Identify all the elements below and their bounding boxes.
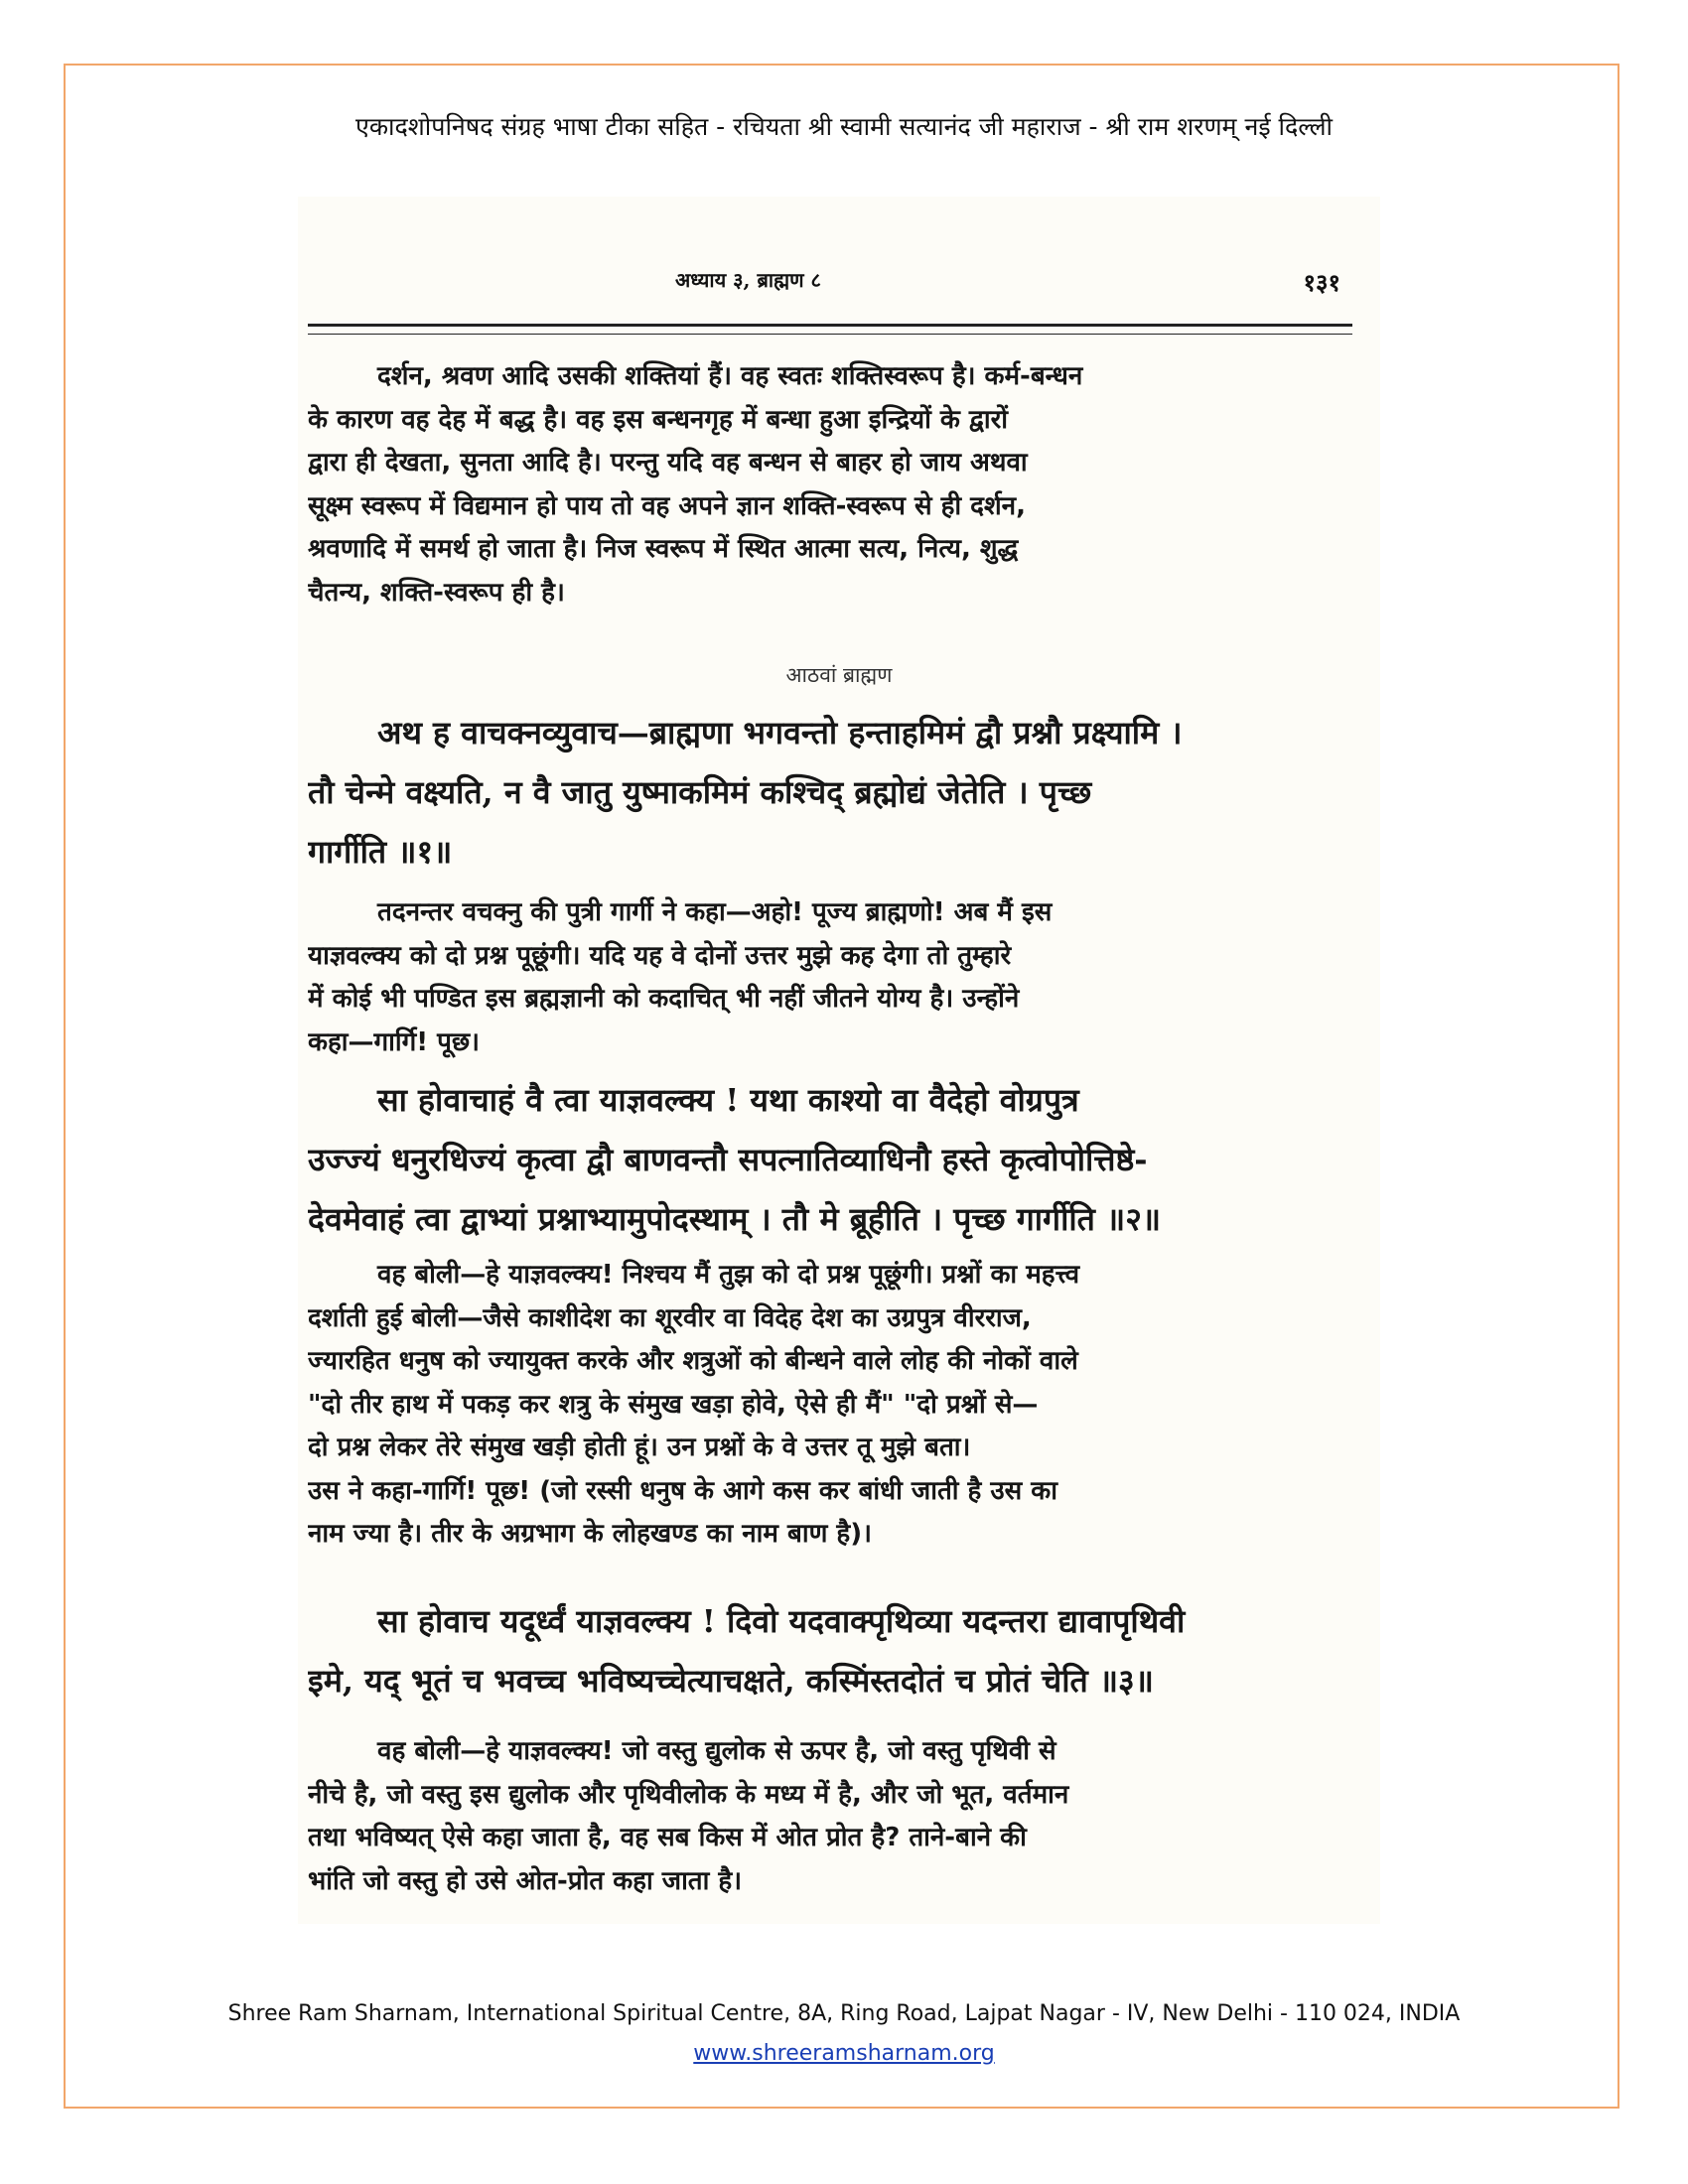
- commentary-1: [308, 891, 1352, 1064]
- mantra-3: [308, 1591, 1352, 1710]
- text-line: सूक्ष्म स्वरूप में विद्यमान हो पाय तो वह अपने ज्ञान शक्ति-स्वरूप से ही दर्शन,: [308, 490, 1026, 521]
- text-line: वह बोली—हे याज्ञवल्क्य! जो वस्तु द्युलोक से ऊपर है, जो वस्तु पृथिवी से: [377, 1736, 1056, 1766]
- page-header-title: एकादशोपनिषद संग्रह भाषा टीका सहित - रचियता श्री स्वामी सत्यानंद जी महाराज - श्री राम शरणम् नई दिल्ली: [355, 112, 1333, 141]
- mantra-line: देवमेवाहं त्वा द्वाभ्यां प्रश्नाभ्यामुपोदस्थाम् । तौ मे ब्रूहीति । पृच्छ गार्गीति ॥२॥: [308, 1200, 1161, 1238]
- paragraph-intro: [308, 355, 1352, 614]
- text-line: याज्ञवल्क्य को दो प्रश्न पूछूंगी। यदि यह वे दोनों उत्तर मुझे कह देगा तो तुम्हारे: [308, 940, 1012, 971]
- mantra-line: इमे, यद् भूतं च भवच्च भविष्यच्चेत्याचक्षते, कस्मिंस्तदोतं च प्रोतं चेति ॥३॥: [308, 1662, 1154, 1700]
- text-line: "दो तीर हाथ में पकड़ कर शत्रु के संमुख खड़ा होवे, ऐसे ही मैं" "दो प्रश्नों से—: [308, 1389, 1039, 1420]
- text-line: श्रवणादि में समर्थ हो जाता है। निज स्वरूप में स्थित आत्मा सत्य, नित्य, शुद्ध: [308, 534, 1019, 564]
- text-line: दर्शाती हुई बोली—जैसे काशीदेश का शूरवीर वा विदेह देश का उग्रपुत्र वीरराज,: [308, 1302, 1032, 1333]
- mantra-line: तौ चेन्मे वक्ष्यति, न वै जातु युष्माकमिमं कश्चिद् ब्रह्मोद्यं जेतेति । पृच्छ: [308, 773, 1092, 811]
- text-line: के कारण वह देह में बद्ध है। वह इस बन्धनगृह में बन्धा हुआ इन्द्रियों के द्वारों: [308, 404, 1008, 435]
- mantra-1: [308, 703, 1352, 882]
- text-line: दर्शन, श्रवण आदि उसकी शक्तियां हैं। वह स्वतः शक्तिस्वरूप है। कर्म-बन्धन: [377, 361, 1083, 391]
- commentary-2: [308, 1254, 1352, 1557]
- text-line: उस ने कहा-गार्गि! पूछ! (जो रस्सी धनुष के आगे कस कर बांधी जाती है उस का: [308, 1475, 1057, 1506]
- mantra-2: [308, 1070, 1352, 1249]
- text-line: वह बोली—हे याज्ञवल्क्य! निश्चय मैं तुझ को दो प्रश्न पूछूंगी। प्रश्नों का महत्त्व: [377, 1260, 1080, 1290]
- page-number: १३१: [1303, 268, 1340, 297]
- commentary-3: [308, 1730, 1352, 1903]
- text-line: ज्यारहित धनुष को ज्यायुक्त करके और शत्रुओं को बीन्धने वाले लोह की नोकों वाले: [308, 1346, 1078, 1376]
- text-line: चैतन्य, शक्ति-स्वरूप ही है।: [308, 577, 565, 608]
- footer-website: [0, 2041, 1688, 2066]
- text-line: में कोई भी पण्डित इस ब्रह्मज्ञानी को कदाचित् भी नहीं जीतने योग्य है। उन्होंने: [308, 984, 1020, 1014]
- header-rule-thick: [308, 324, 1352, 327]
- text-line: तथा भविष्यत् ऐसे कहा जाता है, वह सब किस में ओत प्रोत है? ताने-बाने की: [308, 1823, 1027, 1852]
- footer-address: Shree Ram Sharnam, International Spiritual Centre, 8A, Ring Road, Lajpat Nagar - IV, New Delhi - 110 024, INDIA: [227, 2001, 1461, 2026]
- mantra-line: गार्गीति ॥१॥: [308, 833, 453, 871]
- text-line: तदनन्तर वचक्नु की पुत्री गार्गी ने कहा—अहो! पूज्य ब्राह्मणो! अब मैं इस: [377, 897, 1053, 927]
- mantra-line: अथ ह वाचक्नव्युवाच—ब्राह्मणा भगवन्तो हन्ताहमिमं द्वौ प्रश्नौ प्रक्ष्यामि ।: [377, 714, 1183, 751]
- scanned-page: [298, 197, 1380, 1924]
- text-line: नीचे है, जो वस्तु इस द्युलोक और पृथिवीलोक के मध्य में है, और जो भूत, वर्तमान: [308, 1779, 1069, 1810]
- text-line: कहा—गार्गि! पूछ।: [308, 1026, 481, 1057]
- mantra-line: सा होवाच यदूर्ध्वं याज्ञवल्क्य ! दिवो यदवाक्पृथिव्या यदन्तरा द्यावापृथिवी: [377, 1602, 1186, 1640]
- text-line: नाम ज्या है। तीर के अग्रभाग के लोहखण्ड का नाम बाण है)।: [308, 1519, 872, 1549]
- running-head: [298, 266, 1380, 296]
- text-line: भांति जो वस्तु हो उसे ओत-प्रोत कहा जाता है।: [308, 1865, 743, 1896]
- header-rule-thin: [308, 334, 1352, 335]
- text-line: दो प्रश्न लेकर तेरे संमुख खड़ी होती हूं। उन प्रश्नों के वे उत्तर तू मुझे बता।: [308, 1433, 971, 1462]
- website-link[interactable]: www.shreeramsharnam.org: [693, 2041, 995, 2066]
- section-heading: आठवां ब्राह्मण: [785, 663, 893, 687]
- running-head-title: अध्याय ३, ब्राह्मण ८: [675, 268, 821, 292]
- mantra-line: सा होवाचाहं वै त्वा याज्ञवल्क्य ! यथा काश्यो वा वैदेहो वोग्रपुत्र: [377, 1081, 1079, 1119]
- mantra-line: उज्ज्यं धनुरधिज्यं कृत्वा द्वौ बाणवन्तौ सपत्नातिव्याधिनौ हस्ते कृत्वोपोत्तिष्ठे-: [308, 1141, 1148, 1178]
- text-line: द्वारा ही देखता, सुनता आदि है। परन्तु यदि वह बन्धन से बाहर हो जाय अथवा: [308, 448, 1028, 478]
